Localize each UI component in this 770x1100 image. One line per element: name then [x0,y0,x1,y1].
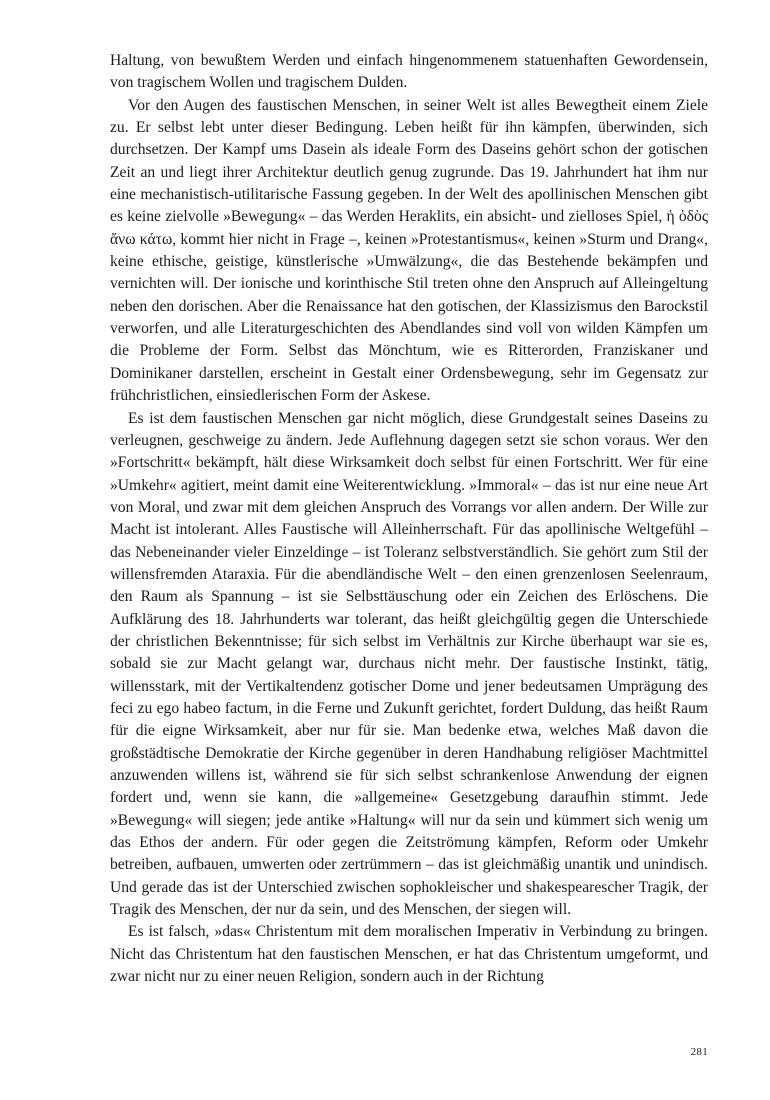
page-number: 281 [690,1046,708,1058]
paragraph-4: Es ist falsch, »das« Christentum mit dem moralischen Imperativ in Verbindung zu bringen. Nicht das Christentum hat den faustischen Menschen, er hat das Christentum umgeformt, und zwar nicht nur zu einer neuen Religion, sondern auch in der Richtung [110,923,708,986]
paragraph-3: Es ist dem faustischen Menschen gar nicht möglich, diese Grundgestalt seines Daseins zu verleugnen, geschweige zu ändern. Jede Auflehnung dagegen setzt sie schon voraus. Wer den »Fortschritt« bekämpft, hält diese Wirksamkeit doch selbst für einen Fortschritt. Wer für eine »Umkehr« agitiert, meint damit eine Weiterentwicklung. »Immoral« – das ist nur eine neue Art von Moral, und zwar mit dem gleichen Anspruch des Vorrangs vor allen andern. Der Wille zur Macht ist intolerant. Alles Faustische will Alleinherrschaft. Für das apollinische Weltgefühl – das Nebeneinander vieler Einzeldinge – ist Toleranz selbstverständlich. Sie gehört zum Stil der willensfremden Ataraxia. Für die abendländische Welt – den einen grenzenlosen Seelenraum, den Raum als Spannung – ist sie Selbsttäuschung oder ein Zeichen des Erlöschens. Die Aufklärung des 18. Jahrhunderts war tolerant, das heißt gleichgültig gegen die Unterschiede der christlichen Bekenntnisse; für sich selbst im Verhältnis zur Kirche überhaupt war sie es, sobald sie zur Macht gelangt war, durchaus nicht mehr. Der faustische Instinkt, tätig, willensstark, mit der Vertikaltendenz gotischer Dome und jener bedeutsamen Umprägung des feci zu ego habeo factum, in die Ferne und Zukunft gerichtet, fordert Duldung, das heißt Raum für die eigne Wirksamkeit, aber nur für sie. Man bedenke etwa, welches Maß davon die großstädtische Demokratie der Kirche gegenüber in deren Handhabung religiöser Machtmittel anzuwenden willens ist, während sie für sich selbst schrankenlose Anwendung der eignen fordert und, wenn sie kann, die »allgemeine« Gesetzgebung daraufhin stimmt. Jede »Bewegung« will siegen; jede antike »Haltung« will nur da sein und kümmert sich wenig um das Ethos der andern. Für oder gegen die Zeitströmung kämpfen, Reform oder Umkehr betreiben, aufbauen, umwerten oder zertrümmern – das ist gleichmäßig unantik und unindisch. Und gerade das ist der Unterschied zwischen sophokleischer und shakespearescher Tragik, der Tragik des Menschen, der nur da sein, und des Menschen, der siegen will. [110,409,708,919]
paragraph-2: Vor den Augen des faustischen Menschen, in seiner Welt ist alles Bewegtheit einem Ziele zu. Er selbst lebt unter dieser Bedingung. Leben heißt für ihn kämpfen, überwinden, sich durchsetzen. Der Kampf ums Dasein als ideale Form des Daseins gehört schon der gotischen Zeit an und liegt ihrer Architektur deutlich genug zugrunde. Das 19. Jahrhundert hat ihm nur eine mechanistisch-utilitarische Fassung gegeben. In der Welt des apollinischen Menschen gibt es keine zielvolle »Bewegung« – das Werden Heraklits, ein absicht- und zielloses Spiel, ἡ ὁδὸς ἄνω κάτω, kommt hier nicht in Frage –, keinen »Protestantismus«, keinen »Sturm und Drang«, keine ethische, geistige, künstlerische »Umwälzung«, die das Bestehende bekämpfen und vernichten will. Der ionische und korinthische Stil treten ohne den Anspruch auf Alleingeltung neben den dorischen. Aber die Renaissance hat den gotischen, der Klassizismus den Barockstil verworfen, und alle Literaturgeschichten des Abendlandes sind voll von wilden Kämpfen um die Probleme der Form. Selbst das Mönchtum, wie es Ritterorden, Franziskaner und Dominikaner darstellen, erscheint in Gestalt einer Ordensbewegung, sehr im Gegensatz zur frühchristlichen, einsiedlerischen Form der Askese. [110,96,708,405]
body-text [110,50,708,988]
paragraph-1: Haltung, von bewußtem Werden und einfach hingenommenem statuenhaften Gewordensein, von tragischem Wollen und tragischem Dulden. [110,52,708,92]
